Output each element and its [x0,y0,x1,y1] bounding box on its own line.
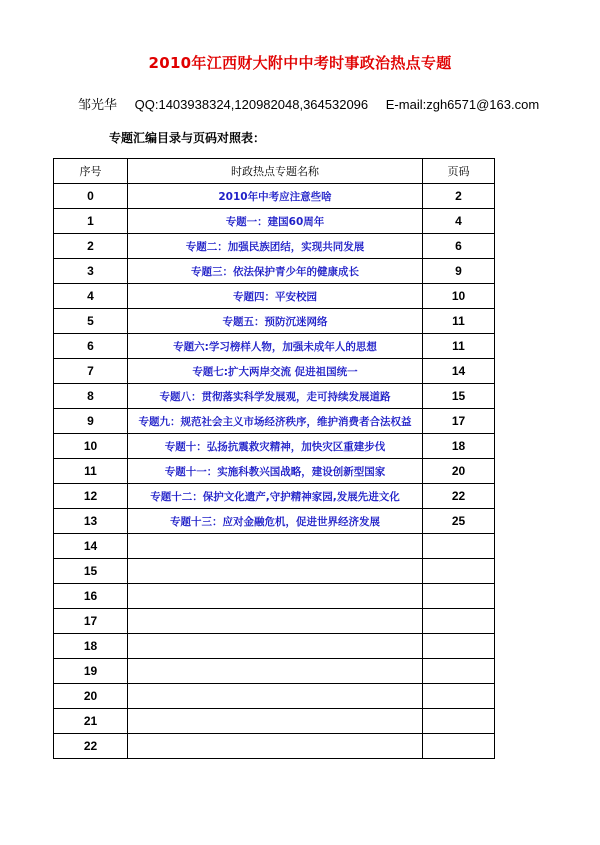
row-number: 0 [54,184,128,209]
row-topic-name: 专题十一：实施科教兴国战略，建设创新型国家 [128,459,423,484]
row-page: 14 [423,359,495,384]
row-topic-name: 专题八：贯彻落实科学发展观，走可持续发展道路 [128,384,423,409]
row-number: 9 [54,409,128,434]
row-number: 21 [54,709,128,734]
row-topic-name: 专题十二：保护文化遗产,守护精神家园,发展先进文化 [128,484,423,509]
row-topic-name [128,584,423,609]
row-number: 19 [54,659,128,684]
row-page: 10 [423,284,495,309]
table-row [54,584,495,609]
table-row [54,384,495,409]
row-page: 4 [423,209,495,234]
author-qq: QQ:1403938324,120982048,364532096 [134,97,369,112]
table-row [54,309,495,334]
table-row [54,184,495,209]
toc-table [53,158,495,759]
table-row [54,509,495,534]
row-topic-name: 专题九：规范社会主义市场经济秩序，维护消费者合法权益 [128,409,423,434]
row-number: 12 [54,484,128,509]
toc-subtitle: 专题汇编目录与页码对照表： [109,131,266,145]
row-page [423,584,495,609]
toc-body [54,184,495,759]
row-number: 20 [54,684,128,709]
table-row [54,284,495,309]
row-page [423,534,495,559]
row-topic-name: 专题二：加强民族团结，实现共同发展 [128,234,423,259]
toc-header-row [54,159,495,184]
table-row [54,259,495,284]
table-row [54,409,495,434]
table-row [54,459,495,484]
table-row [54,659,495,684]
row-topic-name: 专题六:学习榜样人物，加强未成年人的思想 [128,334,423,359]
header-topic-name: 时政热点专题名称 [128,159,423,184]
row-page: 11 [423,334,495,359]
row-page [423,734,495,759]
row-page: 20 [423,459,495,484]
row-topic-name: 2010年中考应注意些啥 [128,184,423,209]
author-line [78,94,539,113]
row-number: 13 [54,509,128,534]
row-topic-name [128,609,423,634]
row-topic-name [128,684,423,709]
row-page: 15 [423,384,495,409]
row-page [423,634,495,659]
table-row [54,209,495,234]
row-topic-name [128,659,423,684]
row-topic-name [128,634,423,659]
table-row [54,634,495,659]
row-number: 5 [54,309,128,334]
row-number: 6 [54,334,128,359]
row-number: 15 [54,559,128,584]
row-page: 17 [423,409,495,434]
row-number: 7 [54,359,128,384]
table-row [54,234,495,259]
table-row [54,709,495,734]
row-page [423,659,495,684]
row-topic-name [128,534,423,559]
row-number: 14 [54,534,128,559]
table-row [54,734,495,759]
row-number: 4 [54,284,128,309]
row-number: 17 [54,609,128,634]
row-page [423,684,495,709]
header-number: 序号 [54,159,128,184]
row-number: 11 [54,459,128,484]
row-number: 22 [54,734,128,759]
row-number: 2 [54,234,128,259]
row-page [423,709,495,734]
row-number: 8 [54,384,128,409]
table-row [54,684,495,709]
header-page: 页码 [423,159,495,184]
table-row [54,484,495,509]
row-topic-name: 专题四：平安校园 [128,284,423,309]
row-number: 3 [54,259,128,284]
row-topic-name: 专题十三：应对金融危机，促进世界经济发展 [128,509,423,534]
row-page: 6 [423,234,495,259]
row-page: 22 [423,484,495,509]
author-name: 邹光华 [78,97,118,112]
row-number: 1 [54,209,128,234]
row-topic-name: 专题一：建国60周年 [128,209,423,234]
row-page [423,609,495,634]
row-topic-name: 专题十：弘扬抗震救灾精神，加快灾区重建步伐 [128,434,423,459]
row-topic-name [128,559,423,584]
table-row [54,434,495,459]
row-page: 25 [423,509,495,534]
table-row [54,609,495,634]
table-row [54,334,495,359]
document-title: 2010年江西财大附中中考时事政治热点专题 [148,54,452,72]
table-row [54,559,495,584]
table-row [54,359,495,384]
author-email: E-mail:zgh6571@163.com [385,97,540,112]
table-row [54,534,495,559]
row-page: 18 [423,434,495,459]
row-page: 2 [423,184,495,209]
row-number: 18 [54,634,128,659]
row-page: 9 [423,259,495,284]
row-number: 16 [54,584,128,609]
row-topic-name: 专题三：依法保护青少年的健康成长 [128,259,423,284]
row-number: 10 [54,434,128,459]
row-topic-name [128,709,423,734]
row-topic-name: 专题七:扩大两岸交流 促进祖国统一 [128,359,423,384]
row-topic-name [128,734,423,759]
row-page [423,559,495,584]
row-topic-name: 专题五：预防沉迷网络 [128,309,423,334]
row-page: 11 [423,309,495,334]
